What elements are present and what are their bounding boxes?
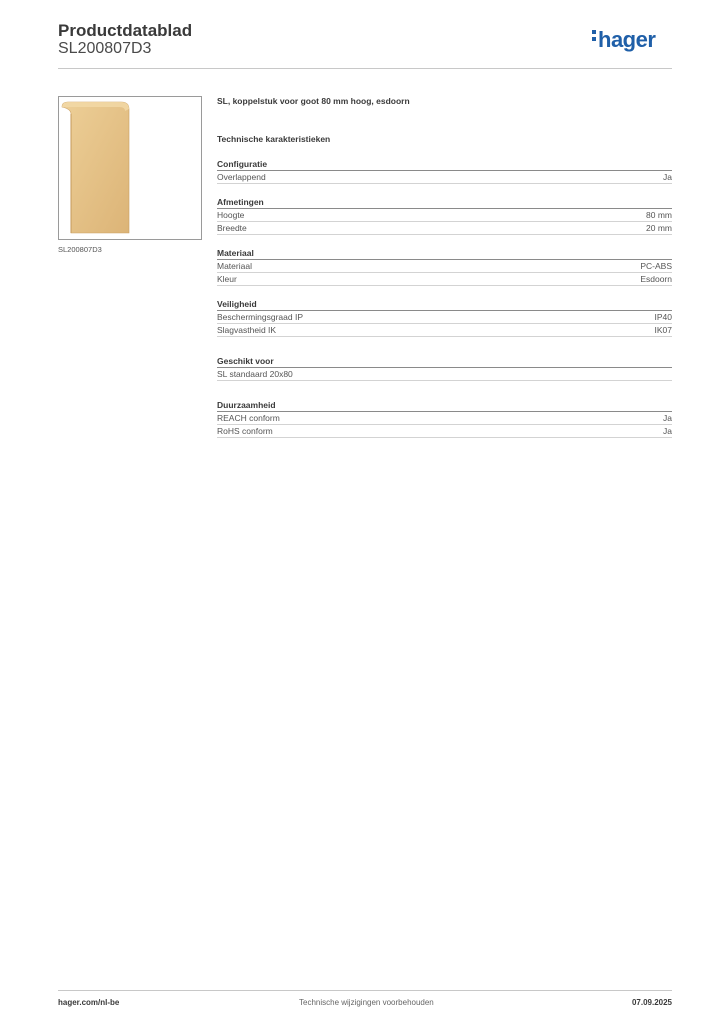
spec-label: RoHS conform — [217, 426, 273, 436]
spec-value: Esdoorn — [640, 274, 672, 284]
spec-row — [217, 260, 672, 273]
spec-row — [217, 273, 672, 286]
document-title: Productdatablad — [58, 21, 193, 40]
spec-value: 80 mm — [646, 210, 672, 220]
product-code: SL200807D3 — [58, 40, 152, 57]
group-title: Afmetingen — [217, 196, 672, 209]
header-divider — [58, 68, 672, 69]
logo-dots-icon — [592, 30, 596, 44]
coupling-piece-icon — [59, 97, 201, 239]
spec-label: Breedte — [217, 223, 247, 233]
group-title: Veiligheid — [217, 298, 672, 311]
spec-row — [217, 222, 672, 235]
spec-label: Kleur — [217, 274, 237, 284]
spec-content — [217, 96, 672, 438]
hager-logo — [592, 27, 655, 53]
spec-row — [217, 368, 672, 381]
group-title: Configuratie — [217, 158, 672, 171]
spec-row — [217, 425, 672, 438]
spec-group-configuratie — [217, 158, 672, 184]
logo-text: hager — [598, 27, 656, 52]
footer-notice: Technische wijzigingen voorbehouden — [299, 998, 434, 1007]
footer-website-link[interactable]: hager.com/nl-be — [58, 998, 120, 1007]
spec-label: Hoogte — [217, 210, 245, 220]
spec-row — [217, 412, 672, 425]
spec-value: PC-ABS — [640, 261, 672, 271]
spec-value: Ja — [663, 413, 672, 423]
spec-group-geschikt-voor — [217, 355, 672, 381]
footer-divider — [58, 990, 672, 991]
spec-value: IP40 — [654, 312, 672, 322]
group-title: Geschikt voor — [217, 355, 672, 368]
footer-date: 07.09.2025 — [631, 998, 672, 1007]
group-title: Duurzaamheid — [217, 399, 672, 412]
spec-label: Materiaal — [217, 261, 252, 271]
spec-value: Ja — [663, 426, 672, 436]
spec-label: Beschermingsgraad IP — [217, 312, 303, 322]
specs-heading: Technische karakteristieken — [217, 134, 331, 144]
spec-row — [217, 171, 672, 184]
group-title: Materiaal — [217, 247, 672, 260]
spec-row — [217, 311, 672, 324]
spec-row — [217, 209, 672, 222]
spec-group-afmetingen — [217, 196, 672, 235]
spec-label: Overlappend — [217, 172, 266, 182]
spec-row — [217, 324, 672, 337]
image-caption: SL200807D3 — [58, 245, 102, 254]
spec-group-veiligheid — [217, 298, 672, 337]
spec-value: 20 mm — [646, 223, 672, 233]
product-title: SL, koppelstuk voor goot 80 mm hoog, esdoorn — [217, 96, 410, 106]
spec-label: Slagvastheid IK — [217, 325, 277, 335]
spec-label: REACH conform — [217, 413, 280, 423]
spec-label: SL standaard 20x80 — [217, 369, 293, 379]
spec-group-materiaal — [217, 247, 672, 286]
spec-value: IK07 — [654, 325, 672, 335]
spec-group-duurzaamheid — [217, 399, 672, 438]
product-image — [58, 96, 202, 240]
spec-value: Ja — [663, 172, 672, 182]
